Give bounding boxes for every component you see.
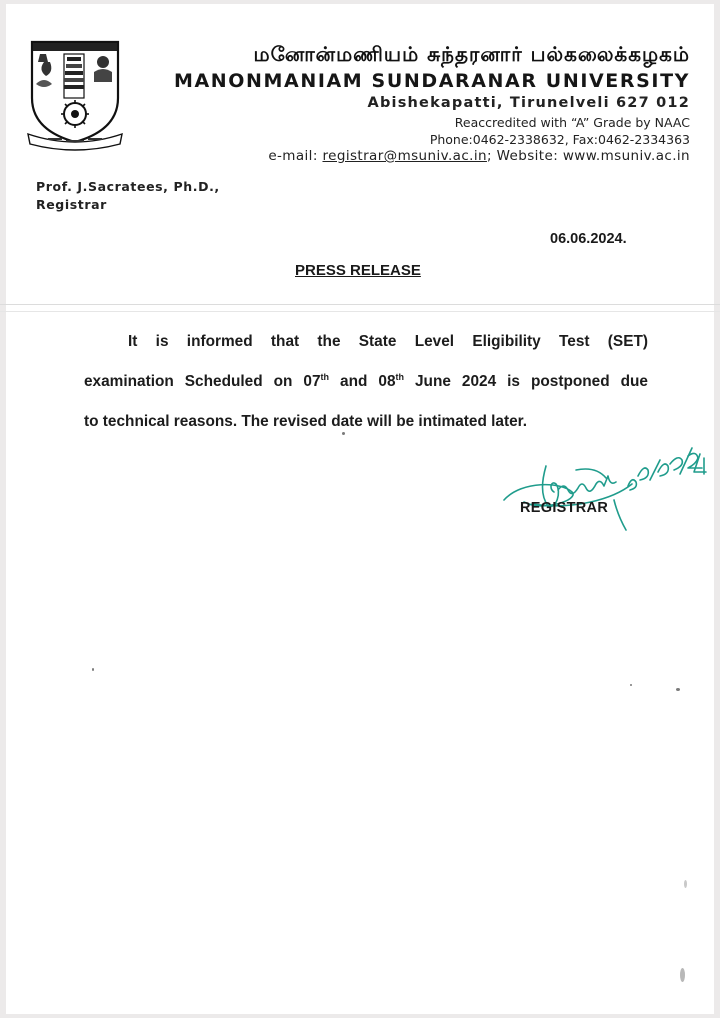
university-name: MANONMANIAM SUNDARANAR UNIVERSITY xyxy=(173,70,690,92)
scan-line xyxy=(0,311,720,312)
scan-speck xyxy=(676,688,680,691)
press-release-body xyxy=(84,322,648,442)
page-title: PRESS RELEASE xyxy=(295,262,421,279)
body-line-3: to technical reasons. The revised date will be intimated later. xyxy=(84,413,528,430)
contact-line xyxy=(268,148,690,164)
body-line-1: It is informed that the State Level Eligibility Test (SET) xyxy=(128,333,648,350)
registrar-signature xyxy=(502,440,712,540)
email-link[interactable]: registrar@msuniv.ac.in xyxy=(322,148,487,164)
scan-line xyxy=(0,304,720,305)
scan-speck xyxy=(342,432,345,435)
accreditation-line: Reaccredited with “A” Grade by NAAC xyxy=(454,115,690,130)
phone-fax-line: Phone:0462-2338632, Fax:0462-2334363 xyxy=(429,132,690,147)
scan-speck xyxy=(630,684,632,686)
body-line-2: examination Scheduled on 07th and 08th June 2024 is postponed due xyxy=(84,371,648,390)
letter-date: 06.06.2024. xyxy=(550,231,627,247)
sender-title: Registrar xyxy=(36,197,107,212)
scan-speck xyxy=(680,968,685,982)
website-label: ; Website: xyxy=(486,148,563,164)
registrar-label: REGISTRAR xyxy=(520,500,609,516)
email-label: e-mail: xyxy=(268,148,323,164)
university-name-tamil: மனோன்மணியம் சுந்தரனார் பல்கலைக்கழகம் xyxy=(253,42,690,66)
scan-speck xyxy=(684,880,687,888)
scan-speck xyxy=(92,668,94,671)
university-emblem-icon xyxy=(26,38,124,154)
university-address: Abishekapatti, Tirunelveli 627 012 xyxy=(367,95,690,111)
sender-name: Prof. J.Sacratees, Ph.D., xyxy=(36,179,220,194)
website-link[interactable]: www.msuniv.ac.in xyxy=(562,148,690,164)
sender-block xyxy=(36,178,220,214)
